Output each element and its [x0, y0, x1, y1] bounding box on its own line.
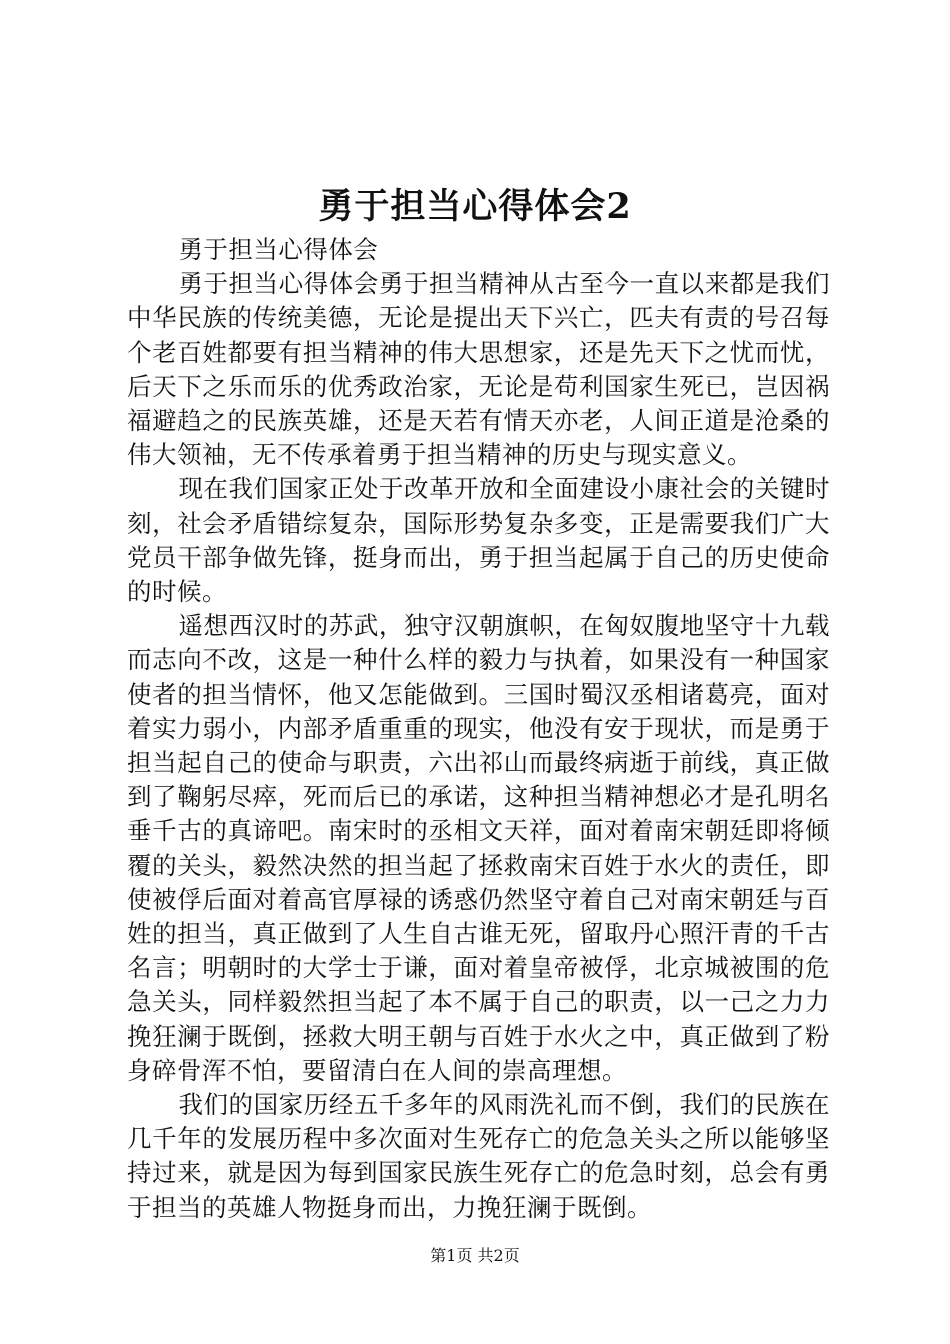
paragraph-subtitle: 勇于担当心得体会 — [178, 235, 379, 264]
paragraph: 我们的国家历经五千多年的风雨洗礼而不倒，我们的民族在几千年的发展历程中多次面对生死存亡的危急关头之所以能够坚持过来，就是因为每到国家民族生死存亡的危急时刻，总会有勇于担当的英雄人物挺身而出，力挽狂澜于既倒。 — [127, 1090, 830, 1222]
paragraph: 现在我们国家正处于改革开放和全面建设小康社会的关键时刻，社会矛盾错综复杂，国际形势复杂多变，正是需要我们广大党员干部争做先锋，挺身而出，勇于担当起属于自己的历史使命的时候。 — [127, 474, 830, 607]
paragraph: 遥想西汉时的苏武，独守汉朝旗帜，在匈奴腹地坚守十九载而志向不改，这是一种什么样的毅力与执着，如果没有一种国家使者的担当情怀，他又怎能做到。三国时蜀汉丞相诸葛亮，面对着实力弱小，内部矛盾重重的现实，他没有安于现状，而是勇于担当起自己的使命与职责，六出祁山而最终病逝于前线，真正做到了鞠躬尽瘁，死而后已的承诺，这种担当精神想必才是孔明名垂千古的真谛吧。南宋时的丞相文天祥，面对着南宋朝廷即将倾覆的关头，毅然决然的担当起了拯救南宋百姓于水火的责任，即使被俘后面对着高官厚禄的诱惑仍然坚守着自己对南宋朝廷与百姓的担当，真正做到了人生自古谁无死，留取丹心照汗青的千古名言；明朝时的大学士于谦，面对着皇帝被俘，北京城被围的危急关头，同样毅然担当起了本不属于自己的职责，以一己之力力挽狂澜于既倒，拯救大明王朝与百姓于水火之中，真正做到了粉身碎骨浑不怕，要留清白在人间的崇高理想。 — [127, 611, 830, 1085]
document-body — [127, 233, 830, 1225]
page-title: 勇于担当心得体会2 — [318, 186, 632, 227]
page-number-footer: 第1页 共2页 — [430, 1246, 520, 1265]
paragraph: 勇于担当心得体会勇于担当精神从古至今一直以来都是我们中华民族的传统美德，无论是提出天下兴亡，匹夫有责的号召每个老百姓都要有担当精神的伟大思想家，还是先天下之忧而忧，后天下之乐而乐的优秀政治家，无论是苟利国家生死已，岂因祸福避趋之的民族英雄，还是天若有情天亦老，人间正道是沧桑的伟大领袖，无不传承着勇于担当精神的历史与现实意义。 — [127, 269, 830, 470]
